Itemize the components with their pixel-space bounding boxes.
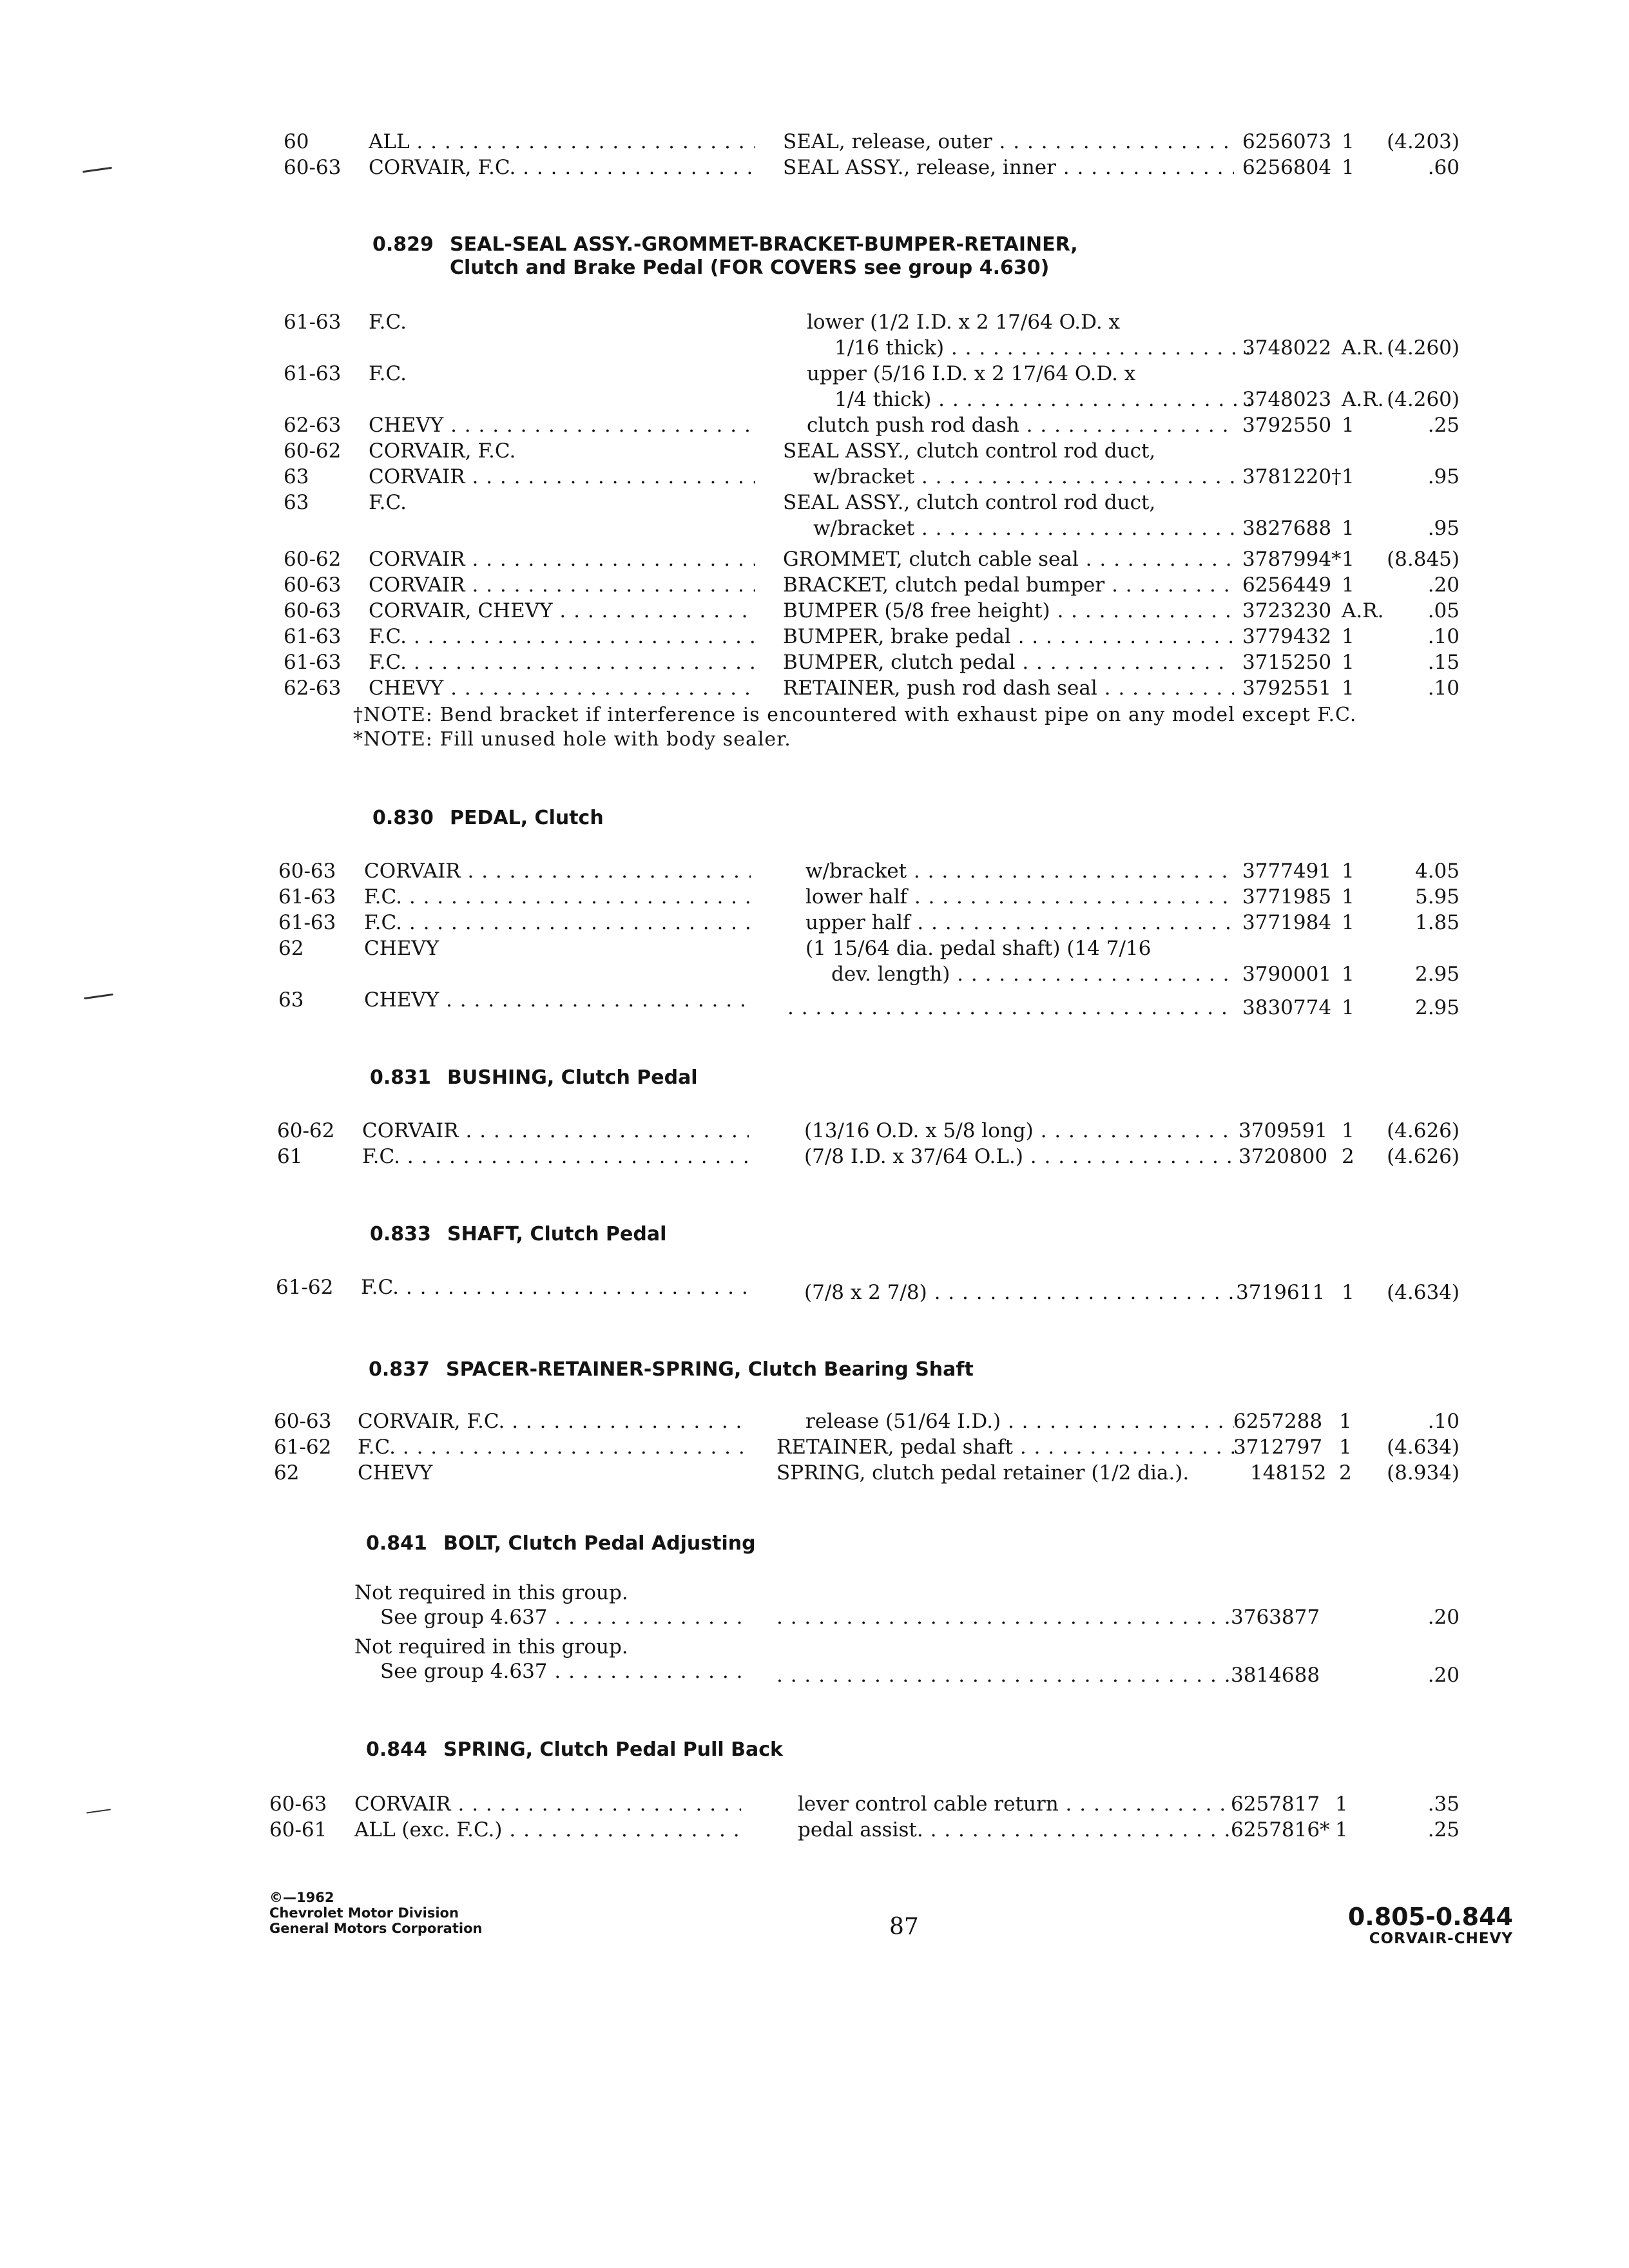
- description: lever control cable return . . .: [798, 1791, 1231, 1817]
- parts-row: [0, 1658, 1629, 1687]
- description: (1 15/64 dia. pedal shaft) (14 7/16: [805, 937, 1152, 960]
- publisher-corporation: General Motors Corporation: [269, 1921, 483, 1936]
- description: SEAL ASSY., clutch control rod duct,: [783, 491, 1156, 514]
- section-heading-0837: [369, 1358, 974, 1381]
- part-number: 3792551: [1242, 677, 1332, 700]
- application: CORVAIR, F.C. . . .: [358, 1408, 744, 1434]
- description: BUMPER (5/8 free height) . . .: [783, 598, 1234, 624]
- quantity: 1: [1342, 414, 1354, 437]
- copyright: ©—1962: [269, 1890, 334, 1905]
- footnote: *NOTE: Fill unused hole with body sealer.: [353, 728, 791, 751]
- section-title: SEAL-SEAL ASSY.-GROMMET-BRACKET-BUMPER-RETAINER,: [450, 233, 1078, 256]
- group-reference: See group 4.637 . . .: [380, 1658, 741, 1684]
- description: 1/16 thick) . . .: [834, 335, 1255, 361]
- model-years: 61-63: [284, 625, 342, 648]
- quantity: 1: [1342, 963, 1354, 986]
- parts-row: [0, 572, 1629, 601]
- description: release (51/64 I.D.) . . .: [805, 1408, 1234, 1434]
- model-years: 60-62: [277, 1119, 335, 1142]
- part-number: 3787994*: [1242, 548, 1342, 571]
- parts-row: [0, 335, 1629, 363]
- section-number: 0.831: [370, 1066, 431, 1089]
- price: .10: [1427, 677, 1460, 700]
- part-number: 3763877: [1231, 1606, 1320, 1629]
- parts-row: [0, 910, 1629, 938]
- price: 2.95: [1414, 963, 1460, 986]
- part-number: 3792550: [1242, 414, 1332, 437]
- model-years: 61-63: [278, 885, 336, 908]
- quantity: 1: [1342, 156, 1354, 179]
- description: SEAL ASSY., clutch control rod duct,: [783, 439, 1156, 463]
- parts-row: [0, 1604, 1629, 1633]
- price: .20: [1427, 573, 1460, 597]
- parts-row: [0, 438, 1629, 466]
- parts-row: [0, 675, 1629, 704]
- model-years: 61-63: [284, 651, 342, 674]
- parts-row: [0, 858, 1629, 887]
- part-number: 3777491: [1242, 860, 1332, 883]
- model-years: 61: [277, 1145, 303, 1168]
- price: (4.260): [1387, 336, 1460, 360]
- price: .15: [1427, 651, 1460, 674]
- model-years: 60-63: [284, 599, 342, 622]
- publisher-division: Chevrolet Motor Division: [269, 1905, 459, 1921]
- price: (4.626): [1387, 1119, 1460, 1142]
- price: .60: [1427, 156, 1460, 179]
- quantity: 2: [1339, 1461, 1352, 1485]
- price: .10: [1427, 1410, 1460, 1433]
- application: CORVAIR, F.C. . . .: [369, 155, 755, 180]
- model-years: 62-63: [284, 414, 342, 437]
- section-title: BUSHING, Clutch Pedal: [447, 1066, 698, 1089]
- description: (7/8 I.D. x 37/64 O.L.) . . .: [804, 1144, 1234, 1169]
- section-heading-0844: [366, 1738, 783, 1762]
- note-row: [0, 727, 1629, 755]
- description: pedal assist. . . .: [798, 1817, 1231, 1843]
- group-range: 0.805-0.844: [1347, 1903, 1513, 1931]
- section-heading-0833: [370, 1223, 666, 1246]
- quantity: 1: [1342, 911, 1354, 934]
- model-years: 62: [274, 1461, 300, 1485]
- application: CORVAIR, F.C.: [369, 439, 516, 463]
- application: CORVAIR . . .: [364, 858, 751, 884]
- quantity: 1: [1342, 677, 1354, 700]
- section-heading-0829: [372, 233, 1078, 280]
- description: RETAINER, push rod dash seal . . .: [783, 675, 1234, 701]
- price: (4.634): [1387, 1281, 1460, 1304]
- parts-row: [0, 129, 1629, 157]
- price: (8.845): [1387, 548, 1460, 571]
- part-number: 3790001: [1242, 963, 1332, 986]
- quantity: 1: [1335, 1792, 1348, 1816]
- description: upper half . . .: [805, 910, 1234, 936]
- page-number: 87: [889, 1914, 919, 1940]
- application: F.C. . . .: [364, 910, 751, 936]
- parts-row: [0, 464, 1629, 492]
- model-years: 60-62: [284, 439, 342, 463]
- description: BUMPER, clutch pedal . . .: [783, 649, 1234, 675]
- price: 2.95: [1414, 996, 1460, 1019]
- group-reference: See group 4.637 . . .: [380, 1604, 741, 1630]
- model-years: 60-63: [284, 156, 342, 179]
- application: F.C. . . .: [362, 1144, 749, 1169]
- price: .95: [1427, 465, 1460, 488]
- section-number: 0.837: [369, 1358, 430, 1381]
- section-title: PEDAL, Clutch: [450, 807, 604, 829]
- model-years: 62: [278, 937, 304, 960]
- quantity: 1: [1342, 548, 1354, 571]
- section-title: SHAFT, Clutch Pedal: [447, 1223, 667, 1245]
- application: F.C. . . .: [358, 1434, 744, 1460]
- usage-note: Not required in this group.: [354, 1581, 628, 1604]
- price: .95: [1427, 517, 1460, 540]
- section-number: 0.844: [366, 1738, 427, 1761]
- quantity: A.R.: [1342, 599, 1384, 622]
- part-number: 3715250: [1242, 651, 1332, 674]
- description: GROMMET, clutch cable seal . . .: [783, 546, 1234, 572]
- model-years: 61-63: [278, 911, 336, 934]
- part-number: 6256073: [1242, 130, 1332, 153]
- parts-row: [0, 1144, 1629, 1172]
- part-number: 3771985: [1242, 885, 1332, 908]
- parts-row: [0, 155, 1629, 183]
- description: clutch push rod dash . . .: [807, 412, 1234, 438]
- parts-row: [0, 624, 1629, 652]
- part-number: 3748022: [1242, 336, 1332, 360]
- parts-row: [0, 649, 1629, 678]
- model-years: 61-62: [276, 1276, 334, 1299]
- description: (13/16 O.D. x 5/8 long) . . .: [804, 1118, 1234, 1144]
- quantity: 2: [1342, 1145, 1354, 1168]
- parts-row: [0, 1791, 1629, 1820]
- description: w/bracket . . .: [805, 858, 1234, 884]
- part-number: 3771984: [1242, 911, 1332, 934]
- quantity: 1: [1342, 1119, 1354, 1142]
- application: CORVAIR . . .: [369, 572, 755, 598]
- part-number: 3779432: [1242, 625, 1332, 648]
- parts-row: [0, 387, 1629, 415]
- price: .25: [1427, 414, 1460, 437]
- price: (4.634): [1387, 1436, 1460, 1459]
- description: w/bracket . . .: [813, 515, 1234, 541]
- price: .25: [1427, 1818, 1460, 1841]
- application: F.C.: [369, 311, 407, 334]
- description: lower half . . .: [805, 884, 1234, 910]
- quantity: 1: [1342, 465, 1354, 488]
- part-number: 148152: [1250, 1461, 1327, 1485]
- description: RETAINER, pedal shaft . . .: [776, 1434, 1234, 1460]
- part-number: 3781220†: [1242, 465, 1342, 488]
- part-number: 6257817: [1231, 1792, 1320, 1816]
- quantity: 1: [1342, 1281, 1354, 1304]
- part-number: 6256804: [1242, 156, 1332, 179]
- parts-row: [0, 1460, 1629, 1488]
- application: CHEVY . . .: [364, 987, 751, 1013]
- model-years: 60-63: [269, 1792, 327, 1816]
- application: F.C. . . .: [361, 1274, 747, 1300]
- parts-row: [0, 598, 1629, 626]
- application: ALL (exc. F.C.) . . .: [354, 1817, 741, 1843]
- section-subtitle: Clutch and Brake Pedal (FOR COVERS see group 4.630): [450, 256, 1050, 279]
- part-number: 3719611: [1236, 1281, 1325, 1304]
- quantity: 1: [1339, 1410, 1352, 1433]
- parts-row: [0, 546, 1629, 575]
- part-number: 3830774: [1242, 996, 1332, 1019]
- parts-row: [0, 490, 1629, 518]
- description: dev. length) . . .: [831, 961, 1234, 987]
- parts-row: [0, 1817, 1629, 1845]
- part-number: 6257288: [1233, 1410, 1323, 1433]
- description: SEAL, release, outer . . .: [783, 129, 1234, 155]
- model-years: 60: [284, 130, 309, 153]
- quantity: 1: [1342, 996, 1354, 1019]
- model-years: 61-62: [274, 1436, 332, 1459]
- description: lower (1/2 I.D. x 2 17/64 O.D. x: [807, 311, 1121, 334]
- application: ALL . . .: [369, 129, 755, 155]
- description: 1/4 thick) . . .: [834, 387, 1255, 412]
- application: F.C.: [369, 362, 407, 385]
- section-heading-0830: [372, 807, 604, 830]
- parts-row: [0, 1118, 1629, 1146]
- price: 4.05: [1414, 860, 1460, 883]
- model-years: 60-61: [269, 1818, 327, 1841]
- application: F.C.: [369, 491, 407, 514]
- section-number: 0.829: [372, 233, 434, 256]
- model-years: 60-63: [278, 860, 336, 883]
- part-number: 3712797: [1233, 1436, 1323, 1459]
- parts-row: [0, 361, 1629, 389]
- publisher-block: [269, 1890, 482, 1936]
- section-number: 0.841: [366, 1532, 427, 1555]
- application: CHEVY . . .: [369, 675, 755, 701]
- parts-row: [0, 884, 1629, 912]
- parts-row: [0, 1434, 1629, 1463]
- section-heading-0841: [366, 1532, 756, 1555]
- quantity: 1: [1342, 517, 1354, 540]
- quantity: 1: [1342, 885, 1354, 908]
- description: SPRING, clutch pedal retainer (1/2 dia.).: [776, 1461, 1190, 1485]
- model-line: CORVAIR-CHEVY: [1369, 1930, 1513, 1947]
- footnote: †NOTE: Bend bracket if interference is encountered with exhaust pipe on any model except F.C.: [353, 704, 1357, 726]
- quantity: A.R.: [1342, 336, 1384, 360]
- parts-row: [0, 412, 1629, 441]
- model-years: 62-63: [284, 677, 342, 700]
- quantity: 1: [1339, 1436, 1352, 1459]
- model-years: 60-63: [274, 1410, 332, 1433]
- price: (4.260): [1387, 388, 1460, 411]
- application: F.C. . . .: [369, 624, 755, 649]
- parts-row: [0, 309, 1629, 338]
- price: .20: [1427, 1664, 1460, 1687]
- part-number: 3709591: [1239, 1119, 1328, 1142]
- parts-row: [0, 961, 1629, 990]
- group-range-block: [1348, 1903, 1513, 1947]
- parts-row: [0, 1274, 1629, 1303]
- application: CORVAIR . . .: [369, 464, 755, 490]
- price: .20: [1427, 1606, 1460, 1629]
- description: BRACKET, clutch pedal bumper . . .: [783, 572, 1234, 598]
- part-number: 3814688: [1231, 1664, 1320, 1687]
- part-number: 6257816*: [1231, 1818, 1330, 1841]
- price: 5.95: [1414, 885, 1460, 908]
- application: F.C. . . .: [364, 884, 751, 910]
- application: CORVAIR, CHEVY . . .: [369, 598, 755, 624]
- price: (8.934): [1387, 1461, 1460, 1485]
- section-number: 0.830: [372, 807, 434, 829]
- description: (7/8 x 2 7/8) . . .: [804, 1280, 1234, 1305]
- application: CORVAIR . . .: [362, 1118, 749, 1144]
- price: (4.203): [1387, 130, 1460, 153]
- part-number: 3827688: [1242, 517, 1332, 540]
- quantity: 1: [1342, 130, 1354, 153]
- quantity: 1: [1342, 860, 1354, 883]
- parts-row: [0, 936, 1629, 964]
- application: CHEVY: [364, 937, 439, 960]
- model-years: 63: [278, 988, 304, 1012]
- price: .05: [1427, 599, 1460, 622]
- model-years: 63: [284, 491, 309, 514]
- leader-dots: [787, 995, 1234, 1021]
- part-number: 3720800: [1239, 1145, 1328, 1168]
- quantity: A.R.: [1342, 388, 1384, 411]
- section-title: SPRING, Clutch Pedal Pull Back: [443, 1738, 783, 1761]
- description: w/bracket . . .: [813, 464, 1234, 490]
- usage-note: Not required in this group.: [354, 1635, 628, 1658]
- leader-dots: [776, 1662, 1231, 1688]
- price: 1.85: [1414, 911, 1460, 934]
- part-number: 3748023: [1242, 388, 1332, 411]
- application: CHEVY . . .: [369, 412, 755, 438]
- model-years: 61-63: [284, 362, 342, 385]
- application: CORVAIR . . .: [354, 1791, 741, 1817]
- section-number: 0.833: [370, 1223, 431, 1245]
- model-years: 60-63: [284, 573, 342, 597]
- section-title: BOLT, Clutch Pedal Adjusting: [443, 1532, 756, 1555]
- quantity: 1: [1342, 625, 1354, 648]
- application: CORVAIR . . .: [369, 546, 755, 572]
- quantity: 1: [1342, 573, 1354, 597]
- application: F.C. . . .: [369, 649, 755, 675]
- parts-row: [0, 515, 1629, 544]
- application: CHEVY: [358, 1461, 433, 1485]
- parts-row: [0, 987, 1629, 1019]
- parts-row: [0, 1408, 1629, 1437]
- section-heading-0831: [370, 1066, 698, 1090]
- quantity: 1: [1335, 1818, 1348, 1841]
- model-years: 63: [284, 465, 309, 488]
- price: (4.626): [1387, 1145, 1460, 1168]
- part-number: 6256449: [1242, 573, 1332, 597]
- model-years: 61-63: [284, 311, 342, 334]
- price: .35: [1427, 1792, 1460, 1816]
- model-years: 60-62: [284, 548, 342, 571]
- description: BUMPER, brake pedal . . .: [783, 624, 1234, 649]
- description: SEAL ASSY., release, inner . . .: [783, 155, 1234, 180]
- price: .10: [1427, 625, 1460, 648]
- section-title: SPACER-RETAINER-SPRING, Clutch Bearing Shaft: [446, 1358, 974, 1381]
- quantity: 1: [1342, 651, 1354, 674]
- description: upper (5/16 I.D. x 2 17/64 O.D. x: [807, 362, 1136, 385]
- part-number: 3723230: [1242, 599, 1332, 622]
- leader-dots: [776, 1604, 1231, 1630]
